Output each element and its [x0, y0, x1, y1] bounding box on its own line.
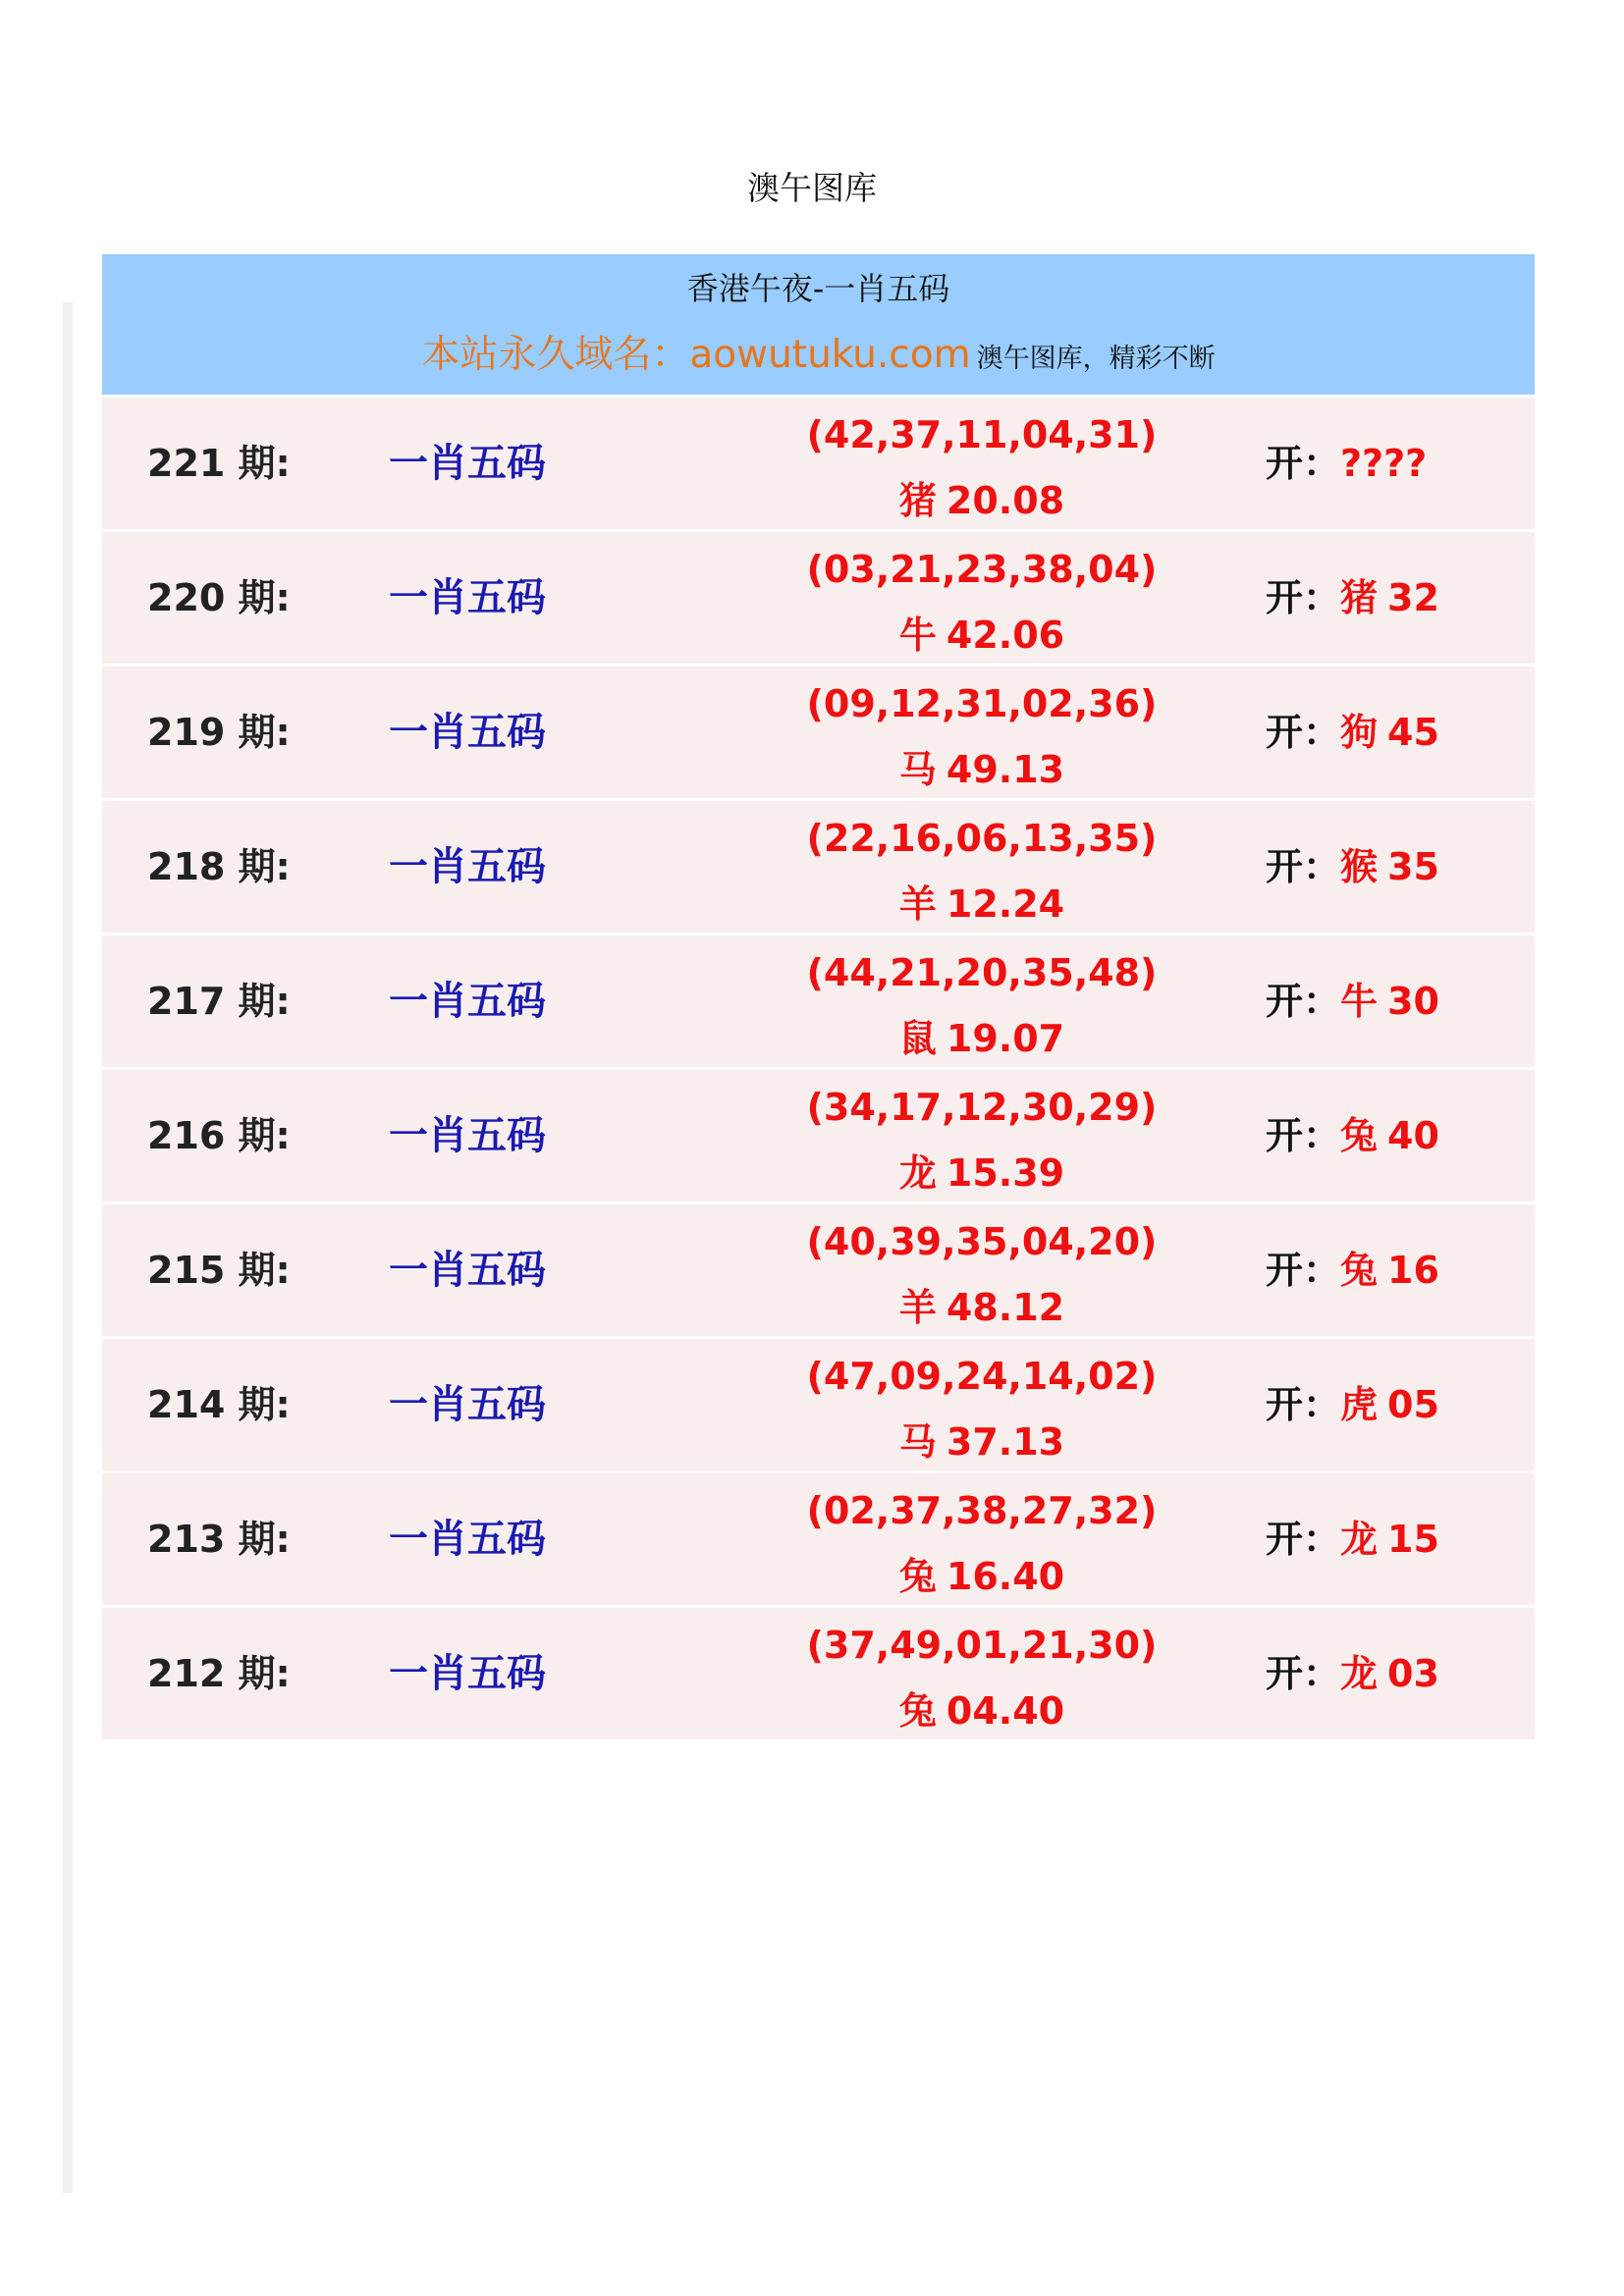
predicted-zodiac-value: 48.12: [946, 1286, 1065, 1329]
prediction: [677, 949, 1286, 1062]
draw-result: [1266, 1473, 1439, 1605]
predicted-numbers: (02,37,38,27,32): [806, 1489, 1158, 1532]
draw-result-zodiac: 兔: [1340, 1249, 1379, 1292]
draw-result-label: 开：: [1266, 711, 1341, 754]
draw-result-number: 15: [1387, 1518, 1439, 1561]
prediction: [677, 1084, 1286, 1197]
predicted-zodiac-line: [677, 1149, 1286, 1197]
predicted-zodiac: 羊: [898, 1286, 937, 1329]
predicted-numbers: (03,21,23,38,04): [806, 548, 1158, 591]
table-row: [102, 1473, 1535, 1608]
prediction-type: 一肖五码: [389, 1113, 546, 1158]
prediction-type: 一肖五码: [389, 1248, 546, 1293]
predicted-zodiac-value: 37.13: [946, 1420, 1065, 1464]
draw-result: [1266, 1339, 1439, 1470]
prediction: [677, 411, 1286, 524]
draw-result-value: [1340, 1114, 1439, 1157]
predicted-zodiac-line: [677, 1015, 1286, 1062]
draw-result-value: [1340, 1652, 1439, 1695]
table-row: [102, 1070, 1535, 1204]
predicted-zodiac-line: [677, 1284, 1286, 1331]
domain-banner: [102, 331, 1535, 387]
predicted-zodiac: 牛: [898, 614, 937, 657]
draw-result-label: 开：: [1266, 980, 1341, 1023]
prediction: [677, 1353, 1286, 1466]
predicted-numbers: (37,49,01,21,30): [806, 1624, 1158, 1667]
draw-result-zodiac: 狗: [1340, 711, 1379, 754]
draw-result-value: [1340, 1518, 1439, 1561]
predicted-zodiac: 猪: [898, 479, 937, 522]
predicted-zodiac-value: 04.40: [946, 1689, 1065, 1733]
draw-result-number: 03: [1387, 1652, 1439, 1695]
issue-number: 216 期:: [147, 1114, 291, 1157]
predicted-zodiac-value: 19.07: [946, 1017, 1065, 1060]
predicted-zodiac-line: [677, 1553, 1286, 1600]
draw-result-value: [1340, 1383, 1439, 1426]
prediction: [677, 815, 1286, 928]
draw-result: [1266, 1204, 1439, 1336]
draw-result-zodiac: 龙: [1340, 1518, 1379, 1561]
prediction-type: 一肖五码: [389, 1517, 546, 1562]
predicted-numbers: (40,39,35,04,20): [806, 1220, 1158, 1263]
table-row: [102, 1204, 1535, 1339]
predicted-zodiac-value: 16.40: [946, 1555, 1065, 1598]
draw-result-value: [1340, 576, 1439, 619]
predicted-zodiac-line: [677, 1418, 1286, 1466]
draw-result-label: 开：: [1266, 1652, 1341, 1695]
predicted-numbers: (44,21,20,35,48): [806, 951, 1158, 994]
table-row: [102, 935, 1535, 1070]
predicted-numbers: (42,37,11,04,31): [806, 413, 1158, 456]
table-row: [102, 532, 1535, 667]
draw-result: [1266, 1608, 1439, 1739]
draw-result-label: 开：: [1266, 1249, 1341, 1292]
draw-result-number: 40: [1387, 1114, 1439, 1157]
predicted-zodiac: 马: [898, 748, 937, 791]
prediction: [677, 546, 1286, 659]
draw-result-zodiac: ????: [1340, 442, 1428, 485]
predicted-zodiac-line: [677, 1687, 1286, 1735]
prediction-type: 一肖五码: [389, 844, 546, 889]
prediction-type: 一肖五码: [389, 575, 546, 620]
draw-result-value: [1340, 711, 1439, 754]
predicted-zodiac: 兔: [898, 1689, 937, 1733]
predicted-numbers: (22,16,06,13,35): [806, 817, 1158, 860]
predicted-numbers: (34,17,12,30,29): [806, 1086, 1158, 1129]
prediction-table: [102, 254, 1535, 1742]
domain-tagline: 澳午图库，精彩不断: [976, 344, 1216, 374]
predicted-zodiac-value: 15.39: [946, 1151, 1065, 1195]
predicted-zodiac: 马: [898, 1420, 937, 1464]
prediction: [677, 1487, 1286, 1600]
draw-result-number: 05: [1387, 1383, 1439, 1426]
predicted-numbers: (47,09,24,14,02): [806, 1355, 1158, 1398]
issue-number: 219 期:: [147, 711, 291, 754]
draw-result-label: 开：: [1266, 1114, 1341, 1157]
issue-number: 220 期:: [147, 576, 291, 619]
table-row: [102, 398, 1535, 532]
draw-result-label: 开：: [1266, 576, 1341, 619]
draw-result-label: 开：: [1266, 1383, 1341, 1426]
predicted-zodiac-value: 20.08: [946, 479, 1065, 522]
draw-result-zodiac: 龙: [1340, 1652, 1379, 1695]
predicted-zodiac: 羊: [898, 882, 937, 926]
page-title: 澳午图库: [747, 169, 877, 207]
table-row: [102, 1608, 1535, 1742]
draw-result-zodiac: 牛: [1340, 980, 1379, 1023]
predicted-zodiac-value: 49.13: [946, 748, 1065, 791]
draw-result-number: 45: [1387, 711, 1439, 754]
issue-number: 221 期:: [147, 442, 291, 485]
table-row: [102, 1339, 1535, 1473]
draw-result-label: 开：: [1266, 442, 1341, 485]
prediction: [677, 1218, 1286, 1331]
prediction-type: 一肖五码: [389, 979, 546, 1024]
table-header: [102, 254, 1535, 398]
draw-result-number: 30: [1387, 980, 1439, 1023]
issue-number: 214 期:: [147, 1383, 291, 1426]
predicted-zodiac-line: [677, 746, 1286, 793]
issue-number: 212 期:: [147, 1652, 291, 1695]
draw-result-value: [1340, 980, 1439, 1023]
draw-result-zodiac: 猪: [1340, 576, 1379, 619]
issue-number: 218 期:: [147, 845, 291, 888]
draw-result-label: 开：: [1266, 845, 1341, 888]
draw-result: [1266, 398, 1427, 529]
prediction-type: 一肖五码: [389, 441, 546, 486]
left-margin-rule: [63, 302, 73, 2193]
table-title: 香港午夜-一肖五码: [686, 270, 950, 307]
issue-number: 213 期:: [147, 1518, 291, 1561]
predicted-numbers: (09,12,31,02,36): [806, 682, 1158, 725]
prediction-type: 一肖五码: [389, 1651, 546, 1696]
draw-result-number: 35: [1387, 845, 1439, 888]
predicted-zodiac-line: [677, 477, 1286, 524]
prediction: [677, 680, 1286, 793]
draw-result-zodiac: 兔: [1340, 1114, 1379, 1157]
predicted-zodiac: 龙: [898, 1151, 937, 1195]
draw-result-zodiac: 虎: [1340, 1383, 1379, 1426]
predicted-zodiac-line: [677, 612, 1286, 659]
predicted-zodiac-value: 12.24: [946, 882, 1065, 926]
table-body: [102, 398, 1535, 1742]
draw-result-number: 16: [1387, 1249, 1439, 1292]
draw-result-number: 32: [1387, 576, 1439, 619]
table-row: [102, 801, 1535, 935]
predicted-zodiac: 鼠: [898, 1017, 937, 1060]
predicted-zodiac: 兔: [898, 1555, 937, 1598]
draw-result-value: [1340, 442, 1427, 485]
domain-text[interactable]: 本站永久域名：aowutuku.com: [421, 333, 971, 377]
draw-result: [1266, 801, 1439, 933]
draw-result-zodiac: 猴: [1340, 845, 1379, 888]
draw-result-value: [1340, 845, 1439, 888]
prediction: [677, 1622, 1286, 1735]
draw-result-value: [1340, 1249, 1439, 1292]
predicted-zodiac-line: [677, 881, 1286, 928]
issue-number: 217 期:: [147, 980, 291, 1023]
draw-result: [1266, 667, 1439, 798]
table-row: [102, 667, 1535, 801]
predicted-zodiac-value: 42.06: [946, 614, 1065, 657]
draw-result-label: 开：: [1266, 1518, 1341, 1561]
draw-result: [1266, 532, 1439, 664]
prediction-type: 一肖五码: [389, 710, 546, 755]
draw-result: [1266, 1070, 1439, 1201]
prediction-type: 一肖五码: [389, 1382, 546, 1427]
issue-number: 215 期:: [147, 1249, 291, 1292]
draw-result: [1266, 935, 1439, 1067]
